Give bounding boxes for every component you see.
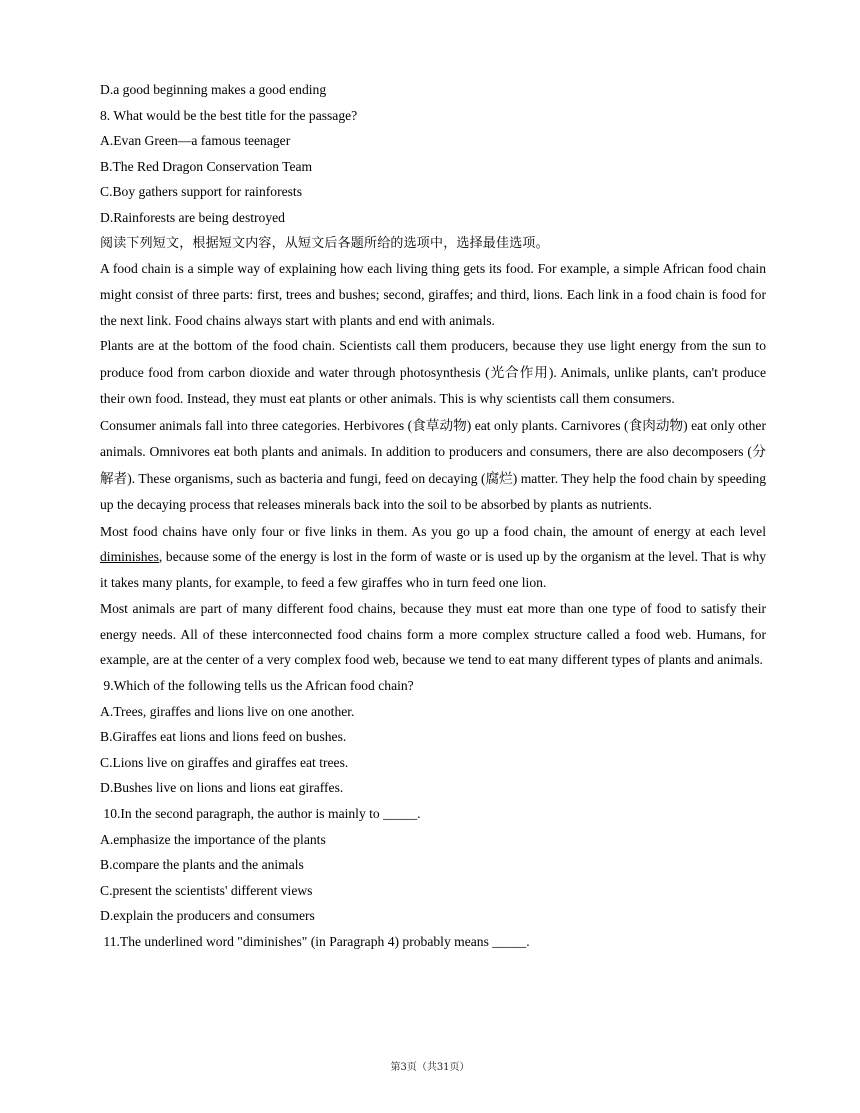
q9-option-a: A.Trees, giraffes and lions live on one another. bbox=[100, 703, 355, 719]
q9-option-b: B.Giraffes eat lions and lions feed on bushes. bbox=[100, 729, 347, 745]
underlined-word: diminishes bbox=[100, 549, 159, 565]
paragraph-4-text-after: , because some of the energy is lost in the form of waste or is used up by the organism at the level. That is why it takes many plants, for example, to feed a few giraffes who in turn feed one lion. bbox=[100, 549, 766, 591]
passage-paragraph-3: Consumer animals fall into three categories. Herbivores (食草动物) eat only plants. Carnivores (食肉动物) eat only other animals. Omnivores eat both plants and animals. In addition to producers and consumers, there are also decomposers (分解者). These organisms, such as bacteria and fungi, feed on decaying (腐烂) matter. They help the food chain by speeding up the decaying process that releases minerals back into the soil to be absorbed by plants as nutrients. bbox=[100, 417, 766, 513]
passage-paragraph-4 bbox=[100, 519, 766, 596]
q11-question: 11.The underlined word "diminishes" (in Paragraph 4) probably means _____. bbox=[100, 933, 530, 949]
q9-option-d: D.Bushes live on lions and lions eat giraffes. bbox=[100, 780, 344, 796]
reading-instruction: 阅读下列短文，根据短文内容，从短文后各题所给的选项中，选择最佳选项。 bbox=[100, 235, 549, 251]
q8-option-a: A.Evan Green—a famous teenager bbox=[100, 133, 291, 149]
q8-option-d: D.Rainforests are being destroyed bbox=[100, 209, 285, 225]
paragraph-4-text-before: Most food chains have only four or five links in them. As you go up a food chain, the amount of energy at each level bbox=[100, 523, 766, 539]
q7-option-d: D.a good beginning makes a good ending bbox=[100, 82, 327, 97]
q9-option-c: C.Lions live on giraffes and giraffes eat trees. bbox=[100, 754, 349, 770]
q10-option-a: A.emphasize the importance of the plants bbox=[100, 831, 326, 847]
q10-question: 10.In the second paragraph, the author is mainly to _____. bbox=[100, 805, 421, 821]
q9-question: 9.Which of the following tells us the African food chain? bbox=[100, 677, 414, 693]
q8-option-c: C.Boy gathers support for rainforests bbox=[100, 184, 302, 200]
page-footer: 第3页（共31页） bbox=[390, 1062, 470, 1073]
q10-option-d: D.explain the producers and consumers bbox=[100, 908, 315, 924]
document-page bbox=[100, 77, 766, 955]
passage-paragraph-1: A food chain is a simple way of explaining how each living thing gets its food. For example, a simple African food chain might consist of three parts: first, trees and bushes; second, giraffes; and third, lions. Each link in a food chain is food for the next link. Food chains always start with plants and end with animals. bbox=[100, 261, 766, 328]
q10-option-c: C.present the scientists' different views bbox=[100, 882, 313, 898]
passage-paragraph-2: Plants are at the bottom of the food chain. Scientists call them producers, because they use light energy from the sun to produce food from carbon dioxide and water through photosynthesis (光合作用). Animals, unlike plants, can't produce their own food. Instead, they must eat plants or other animals. This is why scientists call them consumers. bbox=[100, 338, 766, 407]
q10-option-b: B.compare the plants and the animals bbox=[100, 857, 304, 873]
q8-question: 8. What would be the best title for the passage? bbox=[100, 107, 358, 123]
q8-option-b: B.The Red Dragon Conservation Team bbox=[100, 158, 313, 174]
passage-paragraph-5: Most animals are part of many different food chains, because they must eat more than one type of food to satisfy their energy needs. All of these interconnected food chains form a more complex structure called a food web. Humans, for example, are at the center of a very complex food web, because we tend to eat many different types of plants and animals. bbox=[100, 600, 766, 668]
